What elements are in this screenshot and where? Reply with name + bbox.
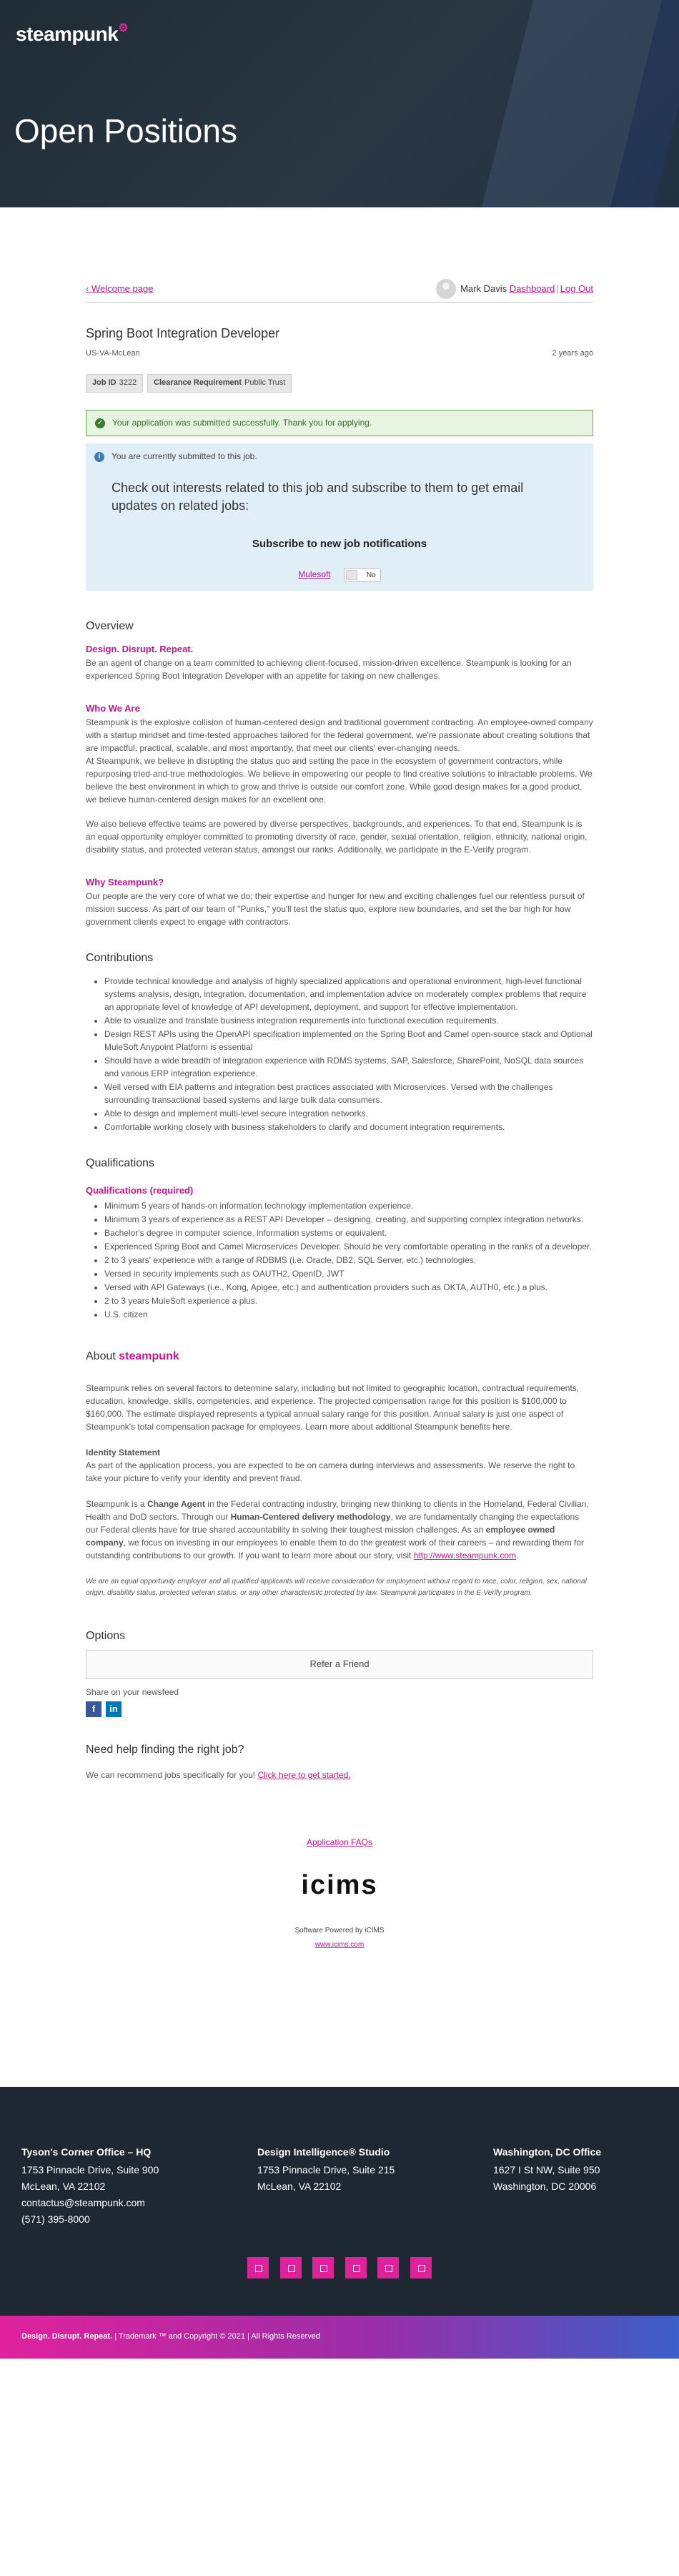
- list-item: • Well versed with EIA patterns and integration best practices associated with Microservices. Versed with the challenges surrounding transactional based systems and large bulk data consumers.: [104, 1081, 593, 1106]
- application-faqs-link[interactable]: Application FAQs: [306, 1837, 373, 1847]
- salary-text: Steampunk relies on several factors to determine salary, including but not limited to geographic location, contractual requirements, education, knowledge, skills, competencies, and experience. The projected compensation range for this position is $100,000 to $160,000. The estimate displayed represents a typical annual salary range for this position. Annual salary is just one aspect of Steampunk's total compensation package for employees. Learn more about additional Steampunk benefits here.: [86, 1383, 580, 1432]
- list-item: • Able to design and implement multi-level secure integration networks.: [104, 1107, 593, 1120]
- help-heading: Need help finding the right job?: [86, 1744, 244, 1756]
- qualifications-list: [104, 1199, 593, 1321]
- tagline: Design. Disrupt. Repeat.: [86, 644, 194, 655]
- info-icon: i: [94, 452, 104, 462]
- footer-social-icons: [0, 2257, 679, 2283]
- footer-office-studio: Design Intelligence® Studio 1753 Pinnacle Drive, Suite 215 McLean, VA 22102: [257, 2145, 395, 2192]
- icims-logo: icims: [301, 1870, 378, 1901]
- list-item: • Experienced Spring Boot and Camel Microservices Developer. Should be very comfortable operating in the ranks of a developer.: [104, 1240, 593, 1253]
- eeo-statement: We are an equal opportunity employer and all qualified applicants will receive consideration for employment without regard to race, color, religion, sex, national origin, disability status, protected veteran status, or any other characteristic protected by law. Steampunk participates in the E-Verify program.: [86, 1578, 587, 1597]
- change-agent-text: Steampunk is a Change Agent in the Federal contracting industry, bringing new thinking to clients in the Homeland, Federal Civilian, Health and DoD sectors. Through our Human-Centered delivery methodology, we are fundamentally changing the expectations our Federal clients have for true shared accountability in solving their toughest mission challenges. As an employee owned company, we focus on investing in our employees to enable them to do the greatest work of their careers – and rewarding them for outstanding contributions to our growth. If you want to learn more about our story, visit http://www.steampunk.com.: [86, 1499, 589, 1560]
- submitted-status: You are currently submitted to this job.: [111, 451, 257, 462]
- steampunk-website-link[interactable]: http://www.steampunk.com: [413, 1550, 517, 1560]
- why-steampunk-heading: Why Steampunk?: [86, 876, 164, 888]
- intro-text: Be an agent of change on a team committed to achieving client-focused, mission-driven excellence. Steampunk is looking for an experienced Spring Boot Integration Developer with an appetite for taking on new challenges.: [86, 657, 572, 681]
- refer-friend-button[interactable]: Refer a Friend: [86, 1650, 593, 1679]
- job-title: Spring Boot Integration Developer: [86, 326, 280, 340]
- icims-link[interactable]: www.icims.com: [314, 1941, 365, 1950]
- about-heading: About steampunk: [86, 1350, 179, 1362]
- job-location: US-VA-McLean: [86, 349, 140, 358]
- help-text: We can recommend jobs specifically for you!: [86, 1769, 256, 1780]
- github-icon[interactable]: [410, 2257, 432, 2278]
- contact-email[interactable]: contactus@steampunk.com: [21, 2196, 145, 2208]
- page-title: Open Positions: [14, 112, 237, 149]
- job-id-badge: Job ID 3222: [86, 374, 143, 393]
- share-label: Share on your newsfeed: [86, 1687, 179, 1698]
- who-we-are-text: We also believe effective teams are powered by diverse perspectives, backgrounds, and experiences. To that end, Steampunk is is an equal opportunity employer committed to promoting diversity of race, gender, sexual orientation, religion, ethnicity, national origin, disability status, and protected veteran status, amongst our ranks. Additionally, we participate in the E-Verify program.: [86, 818, 588, 855]
- identity-text: As part of the application process, you are expected to be on camera during interviews and assessments. We reserve the right to take your picture to verify your identity and prevent fraud.: [86, 1460, 575, 1483]
- instagram-icon[interactable]: [345, 2257, 367, 2278]
- identity-heading: Identity Statement: [86, 1447, 161, 1457]
- linkedin-icon[interactable]: in: [106, 1701, 122, 1717]
- interests-text: Check out interests related to this job and subscribe to them to get email updates on related jobs:: [111, 480, 524, 513]
- why-steampunk-text: Our people are the very core of what we do; their expertise and hunger for new and exciting challenges fuel our relentless pursuit of mission success. As part of our team of "Punks," you'll test the status quo, explore new boundaries, and set the bar high for how government clients expect to engage with contractors.: [86, 890, 585, 927]
- who-we-are-text: Steampunk is the explosive collision of human-centered design and traditional government contracting. An employee-owned company with a startup mindset and time-tested approaches tailored for the federal government, we're passionate about creating solutions that are impactful, practical, scalable, and most importantly, that meet our clients' ever-changing needs.: [86, 717, 593, 753]
- clearance-badge: Clearance Requirement Public Trust: [147, 374, 292, 393]
- linkedin-icon[interactable]: [312, 2257, 334, 2278]
- list-item: • Should have a wide breadth of integration experience with RDMS systems, SAP, Salesforce, SharePoint, NoSQL data sources and various ERP integration experience.: [104, 1054, 593, 1080]
- toggle-knob: [346, 570, 357, 580]
- steampunk-logo[interactable]: steampunk⚙: [16, 22, 129, 45]
- list-item: • Able to visualize and translate business integration requirements into functional execution requirements.: [104, 1014, 593, 1027]
- list-item: • Minimum 5 years of hands-on information technology implementation experience.: [104, 1199, 593, 1212]
- list-item: • Minimum 3 years of experience as a REST API Developer – designing, creating, and supporting complex integration networks.: [104, 1213, 593, 1226]
- check-icon: ✓: [95, 418, 105, 428]
- list-item: • Provide technical knowledge and analysis of highly specialized applications and operational environment, high-level functional systems analysis, design, integration, documentation, and implementation advice on moderately complex problems that require an appropriate level of knowledge of API development, deployment, and support for effective implementation.: [104, 975, 593, 1013]
- list-item: • 2 to 3 years' experience with a range of RDBMS (i.e. Oracle, DB2, SQL Server, etc.) technologies.: [104, 1254, 593, 1267]
- who-we-are-text: At Steampunk, we believe in disrupting the status quo and setting the pace in the ecosystem of government contractors, while repurposing tried-and-true methodologies. We believe in empowering our people to find creative solutions to intractable problems. We believe the best environment in which to grow and thrive is outside our comfort zone. While good design makes for a good product, we believe human-centered design makes for an excellent one.: [86, 755, 593, 805]
- subscribe-heading: Subscribe to new job notifications: [252, 538, 427, 551]
- facebook-icon[interactable]: f: [86, 1701, 101, 1717]
- job-posted-date: 2 years ago: [552, 349, 593, 358]
- subscribe-toggle[interactable]: No: [344, 568, 381, 582]
- overview-heading: Overview: [86, 619, 134, 632]
- facebook-icon[interactable]: [247, 2257, 269, 2278]
- powered-by-text: Software Powered by iCIMS: [294, 1926, 385, 1935]
- topic-mulesoft-link[interactable]: Mulesoft: [298, 569, 331, 580]
- contact-phone[interactable]: (571) 395-8000: [21, 2213, 90, 2225]
- copyright-bar: Design. Disrupt. Repeat. | Trademark ™ and Copyright © 2021 | All Rights Reserved: [0, 2316, 679, 2359]
- welcome-page-link[interactable]: ‹ Welcome page: [86, 282, 154, 294]
- avatar: [436, 279, 456, 299]
- list-item: • Versed in security implements such as OAUTH2, OpenID, JWT: [104, 1267, 593, 1280]
- contributions-heading: Contributions: [86, 951, 154, 964]
- success-alert: ✓ Your application was submitted successfully. Thank you for applying.: [86, 410, 593, 436]
- who-we-are-heading: Who We Are: [86, 702, 140, 714]
- cog-icon: ⚙: [118, 22, 129, 34]
- options-heading: Options: [86, 1630, 126, 1642]
- footer-office-dc: Washington, DC Office 1627 I St NW, Suite 950 Washington, DC 20006: [493, 2145, 602, 2192]
- logout-link[interactable]: Log Out: [560, 282, 593, 294]
- qualifications-heading: Qualifications: [86, 1156, 155, 1169]
- twitter-icon[interactable]: [280, 2257, 302, 2278]
- dashboard-link[interactable]: Dashboard: [509, 282, 555, 294]
- footer-office-hq: Tyson's Corner Office – HQ 1753 Pinnacle Drive, Suite 900 McLean, VA 22102 contactus@steampunk.com (571) 395-8000: [21, 2144, 222, 2228]
- list-item: • Bachelor's degree in computer science, information systems or equivalent.: [104, 1226, 593, 1239]
- contributions-list: [104, 975, 593, 1134]
- list-item: • U.S. citizen: [104, 1308, 593, 1321]
- get-started-link[interactable]: Click here to get started.: [257, 1769, 351, 1780]
- list-item: • 2 to 3 years MuleSoft experience a plus.: [104, 1294, 593, 1307]
- separator: |: [556, 282, 559, 294]
- qualifications-subheading: Qualifications (required): [86, 1184, 194, 1196]
- user-menu: [436, 279, 593, 299]
- list-item: • Comfortable working closely with business stakeholders to clarify and document integration requirements.: [104, 1121, 593, 1134]
- youtube-icon[interactable]: [377, 2257, 399, 2278]
- site-footer: [0, 2087, 679, 2316]
- list-item: • Design REST APIs using the OpenAPI specification implemented on the Spring Boot and Camel open-source stack and Optional MuleSoft Anypoint Platform is essential: [104, 1028, 593, 1053]
- hero-banner: [0, 0, 679, 207]
- user-name: Mark Davis: [460, 282, 507, 294]
- subscription-panel: [86, 443, 593, 591]
- job-topnav: [86, 279, 593, 303]
- list-item: • Versed with API Gateways (i.e., Kong, Apigee, etc.) and authentication providers such as OKTA, AUTH0, etc.) a plus.: [104, 1281, 593, 1294]
